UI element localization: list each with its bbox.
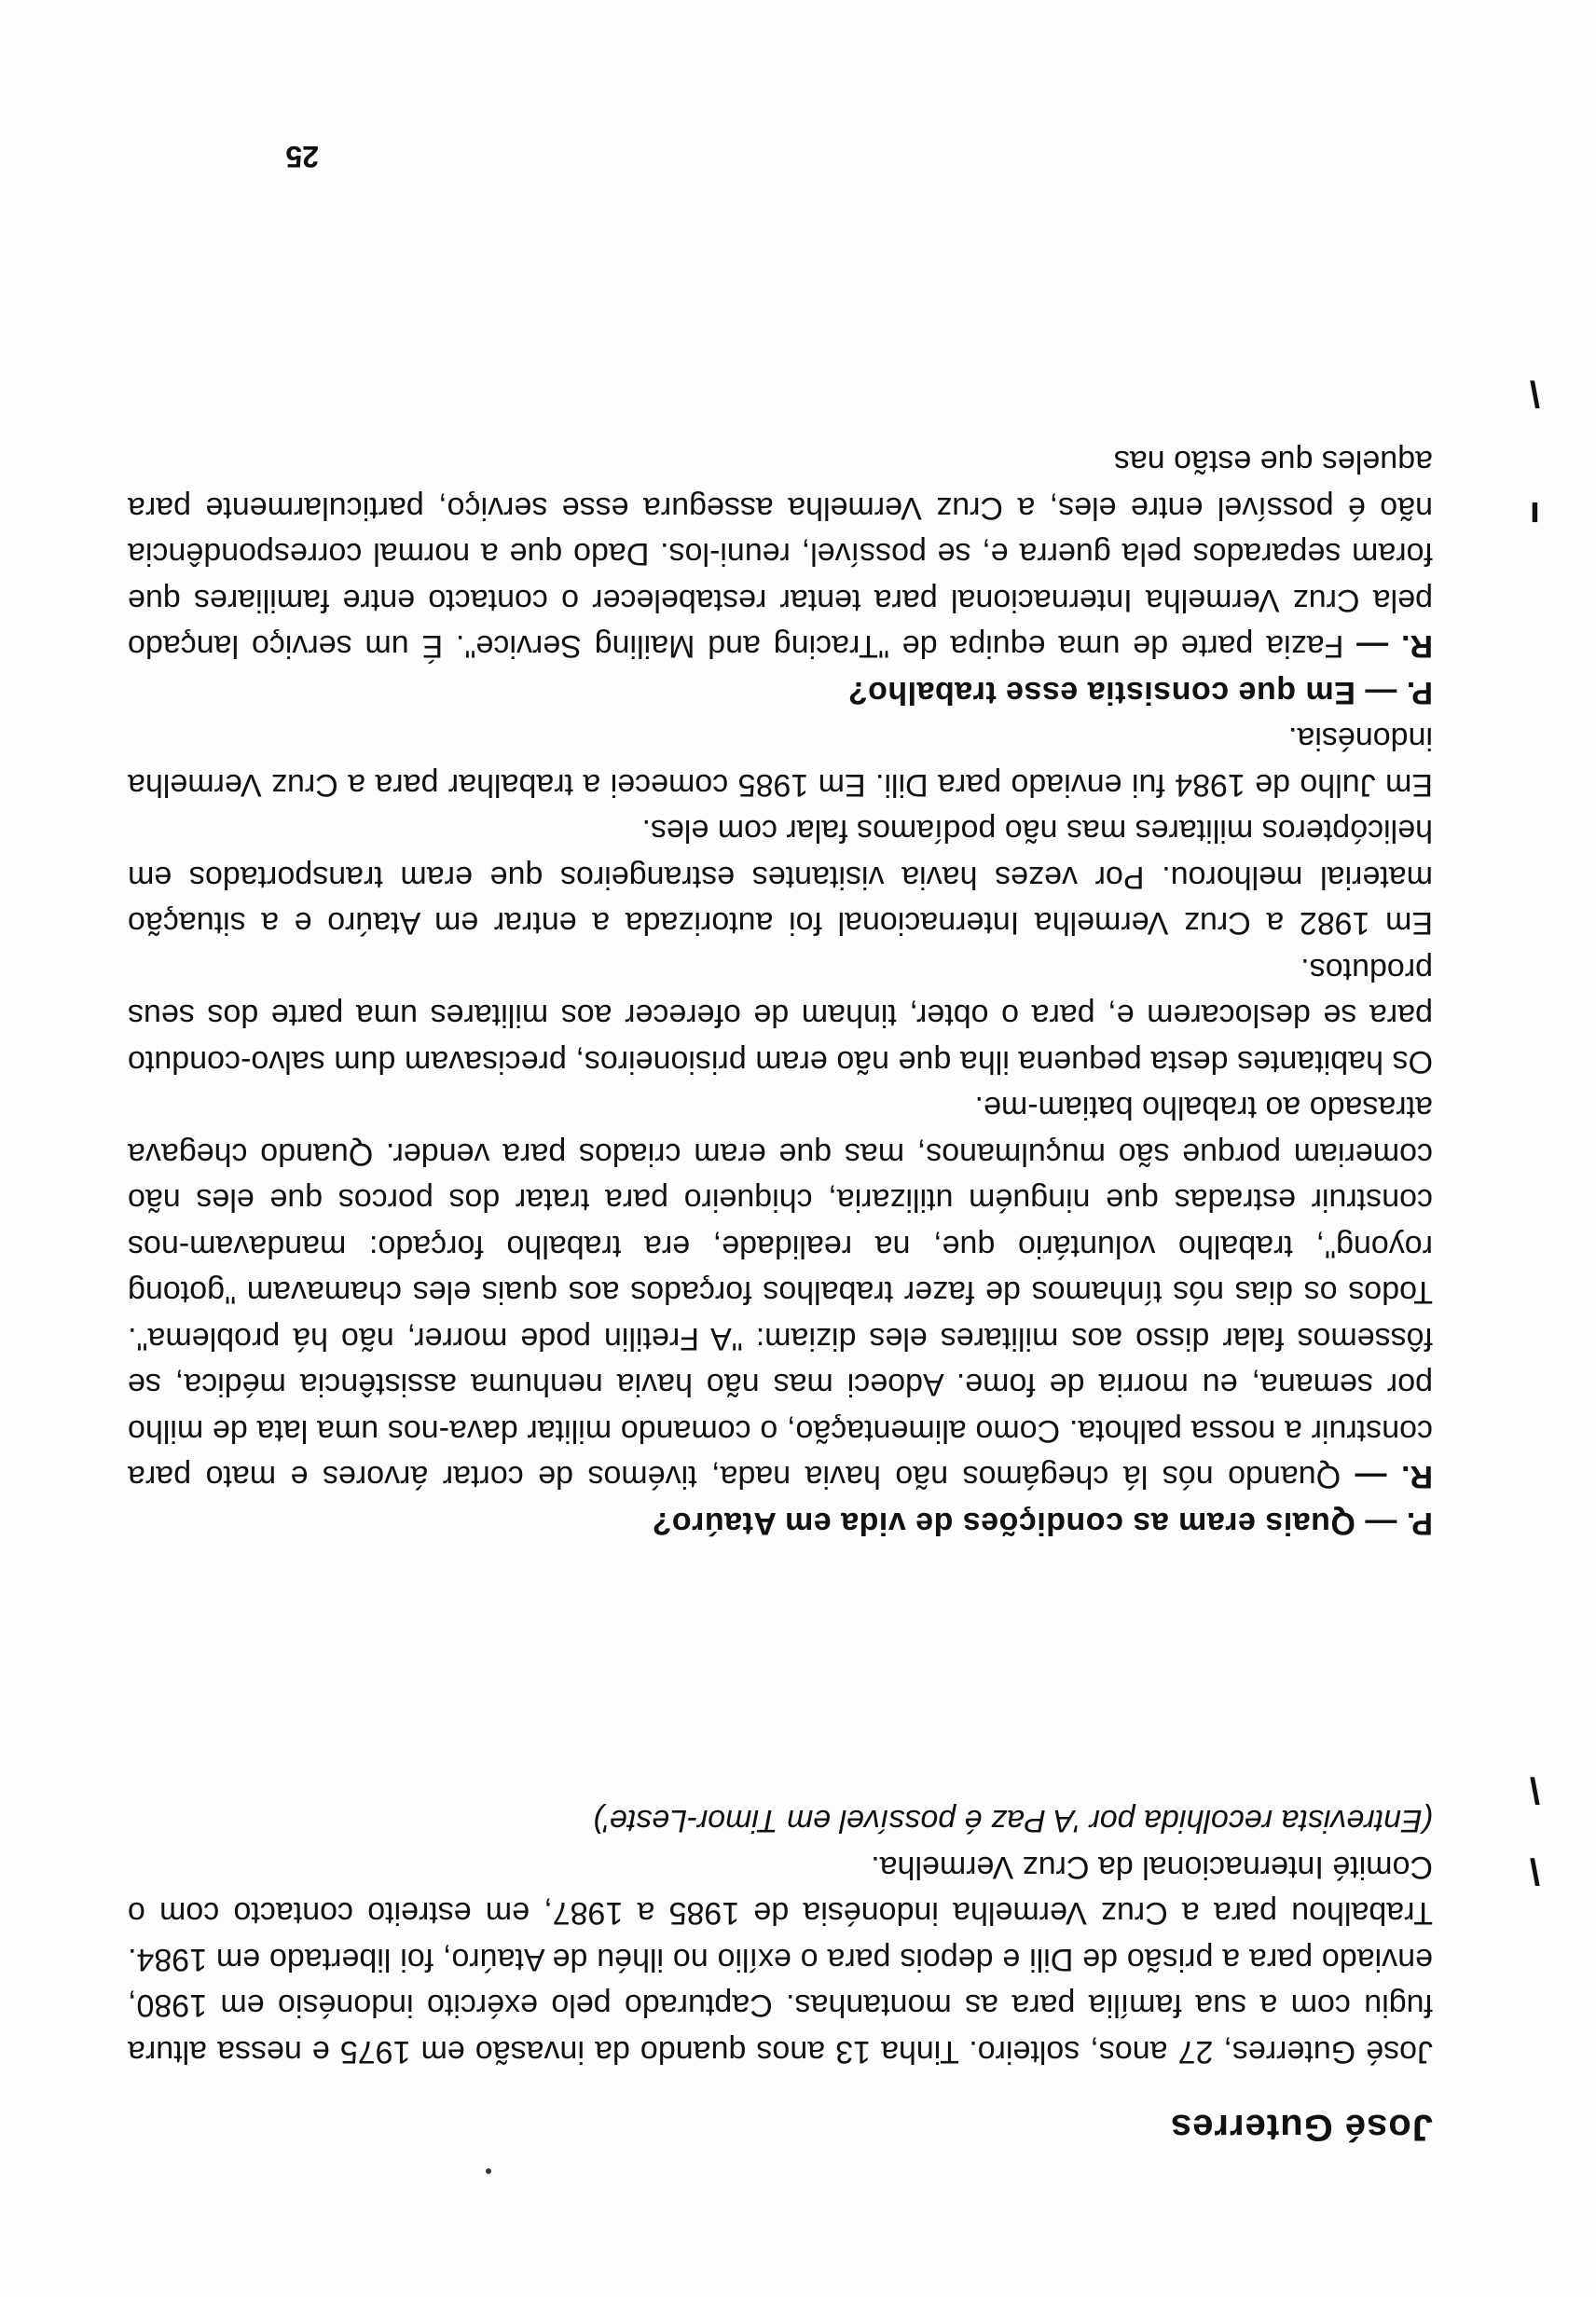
answer-1-paragraph-2: Os habitantes desta pequena ilha que não eram prisioneiros, precisavam dum salvo-conduto para se deslocarem e, para o obter, tinham de oferecer aos militares uma parte dos seus produtos. <box>128 952 1433 1080</box>
page-title: José Guterres <box>1169 2107 1433 2148</box>
interview-credit: (Entrevista recolhida por 'A Paz é possível em Timor-Leste') <box>593 1803 1433 1839</box>
answer-1-paragraph-4: Em Julho de 1984 fui enviado para Dili. Em 1985 comecei a trabalhar para a Cruz Vermelha indonésia. <box>128 721 1433 803</box>
answer-2-lead: R. — <box>1356 628 1433 665</box>
intro-paragraph: José Guterres, 27 anos, solteiro. Tinha 13 anos quando da invasão em 1975 e nessa altura fugiu com a sua família para as montanhas. Capturado pelo exército indonésio em 1980, enviado para a prisão de Dili e depois para o exílio no ilhéu de Ataúro, foi libertado em 1984. Trabalhou para a Cruz Vermelha indonésia de 1985 a 1987, em estreito contacto com o Comité Internacional da Cruz Vermelha. <box>128 1850 1433 2070</box>
answer-1 <box>128 1084 1433 1500</box>
answer-1-text: Quando nós lá chegámos não havia nada, tivémos de cortar árvores e mato para construir a nossa palhota. Como alimentação, o comando militar dava-nos uma lata de milho por semana, eu morria de fome. Adoeci mas não havia nenhuma assistência médica, se fôssemos falar disso aos militares eles diziam: "A Fretilin pode morrer, não há problema". Todos os dias nós tínhamos de fazer trabalhos forçados aos quais eles chamavam "gotong royong", trabalho voluntário que, na realidade, era trabalho forçado: mandavam-nos construir estradas que ninguém utilizaria, chiqueiro para tratar dos porcos que eles não comeriam porque são muçulmanos, mas que eram criados para vender. Quando chegava atrasado ao trabalho batiam-me. <box>128 1090 1433 1495</box>
question-1: P. — Quais eram as condições de vida em Ataúro? <box>652 1506 1433 1541</box>
margin-mark: \ <box>1529 1769 1540 1810</box>
answer-2 <box>128 438 1433 669</box>
answer-1-paragraph-3: Em 1982 a Cruz Vermelha Internacional foi autorizada a entrar em Ataúro e a situação material melhorou. Por vezes havia visitantes estrangeiros que eram transportados em helicópteros militares mas não podíamos falar com eles. <box>128 813 1433 942</box>
ink-speck <box>486 2168 491 2174</box>
answer-1-lead: R. — <box>1355 1459 1433 1495</box>
page-content <box>128 438 1433 2148</box>
margin-mark: \ <box>1529 1850 1540 1891</box>
answer-2-text: Fazia parte de uma equipa de "Tracing and Mailing Service". É um serviço lançado pela Cruz Vermelha Internacional para tentar restabelecer o contacto entre familiares que foram separados pela guerra e, se possível, reuni-los. Dado que a normal correspondência não é possível entre eles, a Cruz Vermelha assegura esse serviço, particularmente para aqueles que estão nas <box>128 444 1433 665</box>
margin-mark: ı <box>1529 494 1540 535</box>
section-spacer <box>128 1546 1433 1797</box>
question-2: P. — Em que consistia esse trabalho? <box>847 675 1433 710</box>
page-number: 25 <box>285 140 319 173</box>
margin-mark: \ <box>1529 373 1540 414</box>
